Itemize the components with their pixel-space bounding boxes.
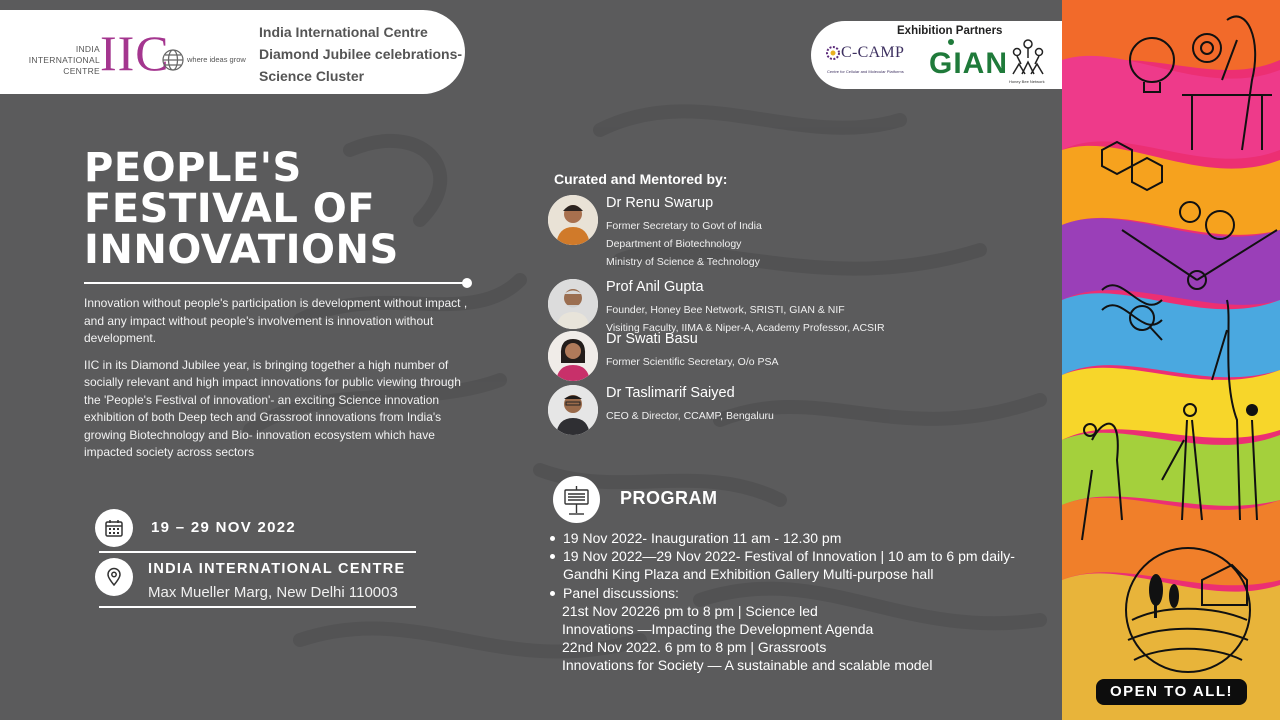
mentor-details: Former Scientific Secretary, O/o PSA xyxy=(606,356,779,368)
header-banner xyxy=(0,10,465,94)
mentor-name: Dr Taslimarif Saiyed xyxy=(606,385,735,401)
venue-divider xyxy=(99,606,416,608)
presentation-board-icon xyxy=(563,484,590,516)
partners-title: Exhibition Partners xyxy=(897,25,1003,37)
open-to-all-badge: OPEN TO ALL! xyxy=(1096,679,1247,705)
avatar xyxy=(548,279,598,329)
location-pin-icon xyxy=(104,567,124,587)
colorful-innovation-artwork xyxy=(1062,0,1280,720)
intro-text: Innovation without people's participation is development without impact , and any impact without people's involvement is innovation without development. IIC in its Diamond Jubilee year, is bringing together a high number of socially relevant and high impact innovations for public viewing through the 'People's Festival of innovation'- an exciting Science innovation exhibition of both Deep tech and Grassroot innovations from India's growing Biotechnology and Bio- innovation ecosystem which have impacted society across sectors xyxy=(84,296,468,459)
mentor-name: Dr Renu Swarup xyxy=(606,195,714,211)
honey-bee-network-icon xyxy=(1007,38,1049,78)
gian-dot xyxy=(948,39,954,45)
mentors-heading: Curated and Mentored by: xyxy=(554,171,728,187)
iic-tagline: where ideas grow xyxy=(187,55,246,64)
iic-logo-text: INDIA INTERNATIONAL CENTRE xyxy=(28,44,100,76)
mentor-name: Prof Anil Gupta xyxy=(606,279,704,295)
date-divider xyxy=(99,551,416,553)
globe-icon xyxy=(161,48,185,72)
avatar xyxy=(548,195,598,245)
mentor-details: CEO & Director, CCAMP, Bengaluru xyxy=(606,410,774,422)
event-title: PEOPLE'S FESTIVAL OF INNOVATIONS xyxy=(84,145,399,273)
exhibition-partners-banner: Exhibition Partners C-CAMP Centre for Cellular and Molecular Platforms GIAN Honey Bee Network xyxy=(811,21,1062,89)
program-item: 19 Nov 2022—29 Nov 2022- Festival of Innovation | 10 am to 6 pm daily- Gandhi King Plaza and Exhibition Gallery Multi-purpose hall xyxy=(549,547,1049,583)
header-title: India International Centre Diamond Jubilee celebrations- Science Cluster xyxy=(259,24,463,84)
program-item: 19 Nov 2022- Inauguration 11 am - 12.30 pm xyxy=(549,529,1049,547)
ccamp-emblem-icon xyxy=(825,45,841,61)
location-icon-badge xyxy=(95,558,133,596)
mentor-details: Former Secretary to Govt of India Department of Biotechnology Ministry of Science & Technology xyxy=(606,220,762,268)
avatar xyxy=(548,331,598,381)
iic-logo-mark: IIC xyxy=(100,25,170,81)
presentation-icon-badge xyxy=(553,476,600,523)
calendar-icon xyxy=(104,518,124,538)
venue-address: Max Mueller Marg, New Delhi 110003 xyxy=(148,584,398,601)
title-divider-dot xyxy=(462,278,472,288)
title-divider xyxy=(84,282,466,284)
program-item: Panel discussions: 21st Nov 20226 pm to 8 pm | Science led Innovations —Impacting the Development Agenda 22nd Nov 2022. 6 pm to 8 pm | Grassroots Innovations for Society — A sustainable and scalable model xyxy=(549,584,1049,675)
mentor-details: Founder, Honey Bee Network, SRISTI, GIAN & NIF Visiting Faculty, IIMA & Niper-A, Academy Professor, ACSIR xyxy=(606,304,885,334)
avatar xyxy=(548,385,598,435)
calendar-icon-badge xyxy=(95,509,133,547)
program-title: PROGRAM xyxy=(620,488,718,508)
program-list xyxy=(549,529,1049,675)
mentor-name: Dr Swati Basu xyxy=(606,331,698,347)
event-date: 19 – 29 NOV 2022 xyxy=(151,519,297,536)
venue-name: INDIA INTERNATIONAL CENTRE xyxy=(148,561,406,577)
gian-logo: GIAN xyxy=(929,47,1008,80)
